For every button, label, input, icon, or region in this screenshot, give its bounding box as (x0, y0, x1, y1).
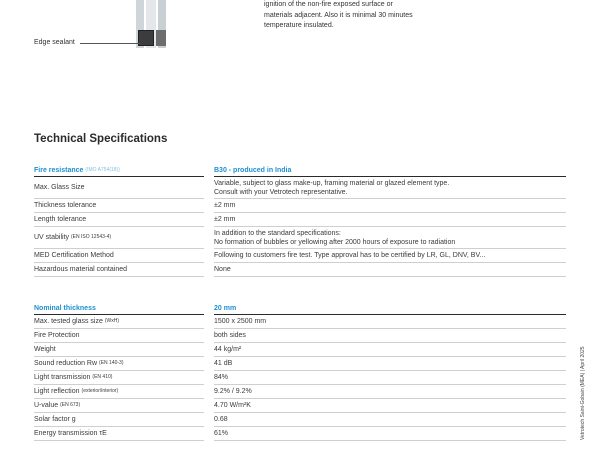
table-header-value (214, 165, 566, 177)
row-label-sub: (exterior/interior) (81, 388, 119, 394)
row-label-text: Length tolerance (34, 216, 87, 223)
table-header-row (34, 303, 566, 315)
table-header-label (34, 303, 204, 315)
row-label-sub: (EN 140-3) (99, 360, 124, 366)
row-value (214, 249, 566, 263)
row-value (214, 385, 566, 399)
row-value-line: None (214, 266, 231, 273)
row-value-line: 44 kg/m² (214, 346, 242, 353)
row-label-text: MED Certification Method (34, 252, 114, 259)
row-value (214, 357, 566, 371)
row-label-text: Sound reduction Rw (34, 360, 98, 367)
row-value (214, 263, 566, 277)
row-label-text: Light transmission (34, 374, 91, 381)
row-label-sub: (EN 410) (92, 374, 113, 380)
row-label (34, 329, 204, 343)
row-label (34, 427, 204, 441)
table-row (34, 427, 566, 441)
row-value-line: In addition to the standard specifications: (214, 229, 341, 237)
row-value-line: Consult with your Vetrotech representative. (214, 188, 348, 196)
row-label-text: Max. tested glass size (34, 318, 103, 325)
row-value (214, 315, 566, 329)
row-label-sub: (WxH) (104, 318, 120, 324)
table-row (34, 227, 566, 249)
row-value-line: 1500 x 2500 mm (214, 318, 267, 325)
row-value (214, 371, 566, 385)
row-value-line: 9.2% / 9.2% (214, 388, 252, 395)
table-row (34, 357, 566, 371)
row-value-line: ±2 mm (214, 216, 236, 223)
section-title: Technical Specifications (34, 133, 168, 145)
row-label-text: Solar factor g (34, 416, 76, 423)
row-label-text: UV stability (34, 234, 70, 241)
table-row (34, 343, 566, 357)
table-row (34, 371, 566, 385)
row-value-line: No formation of bubbles or yellowing after 2000 hours of exposure to radiation (214, 238, 456, 246)
row-label (34, 263, 204, 277)
row-value-line: Variable, subject to glass make-up, framing material or glazed element type. (214, 179, 450, 187)
footer-side-note: Vetrotech Saint-Gobain (MEA) | April 2025 (580, 346, 586, 440)
row-label (34, 343, 204, 357)
row-label-text: Fire Protection (34, 332, 80, 339)
table-row (34, 329, 566, 343)
row-value (214, 199, 566, 213)
nominal-thickness-table (34, 303, 566, 441)
row-value (214, 343, 566, 357)
row-label-sub: (EN ISO 12543-4) (71, 234, 112, 240)
table-row (34, 213, 566, 227)
row-value (214, 329, 566, 343)
row-label (34, 199, 204, 213)
row-label (34, 399, 204, 413)
header-label-text: Fire resistance (34, 167, 84, 174)
header-label-text: Nominal thickness (34, 305, 96, 312)
edge-sealant-marker (138, 30, 154, 46)
table-header-row (34, 165, 566, 177)
row-label (34, 249, 204, 263)
row-value-line: 4.70 W/m²K (214, 402, 251, 409)
row-value (214, 177, 566, 199)
table-row (34, 413, 566, 427)
fire-resistance-table (34, 165, 566, 277)
row-value-line: 84% (214, 374, 229, 381)
row-value-line: ±2 mm (214, 202, 236, 209)
row-label-sub: (EN 673) (60, 402, 81, 408)
header-value-text: 20 mm (214, 305, 237, 312)
row-label-text: Light reflection (34, 388, 80, 395)
row-label (34, 213, 204, 227)
row-value (214, 427, 566, 441)
row-label (34, 385, 204, 399)
glass-cross-section-illustration (136, 0, 168, 48)
table-row (34, 385, 566, 399)
table-row (34, 315, 566, 329)
row-label-text: U-value (34, 402, 59, 409)
row-value (214, 227, 566, 249)
table-header-label (34, 165, 204, 177)
row-value (214, 213, 566, 227)
row-label (34, 315, 204, 329)
row-label (34, 177, 204, 199)
table-row (34, 177, 566, 199)
header-value-text: B30 - produced in India (214, 167, 292, 174)
table-row (34, 249, 566, 263)
row-label-text: Thickness tolerance (34, 202, 97, 209)
table-header-value (214, 303, 566, 315)
row-value-line: 41 dB (214, 360, 233, 367)
row-label-text: Weight (34, 346, 56, 353)
row-value (214, 413, 566, 427)
row-label (34, 413, 204, 427)
table-row (34, 263, 566, 277)
edge-sealant-leader-line (80, 43, 140, 44)
intro-text (264, 0, 444, 32)
row-value-line: Following to customers fire test. Type approval has to be certified by LR, GL, DNV, BV... (214, 252, 486, 259)
row-value-line: 0.68 (214, 416, 228, 423)
row-value-line: both sides (214, 332, 246, 339)
edge-sealant-label: Edge sealant (34, 39, 75, 46)
intro-line: ignition of the non-fire exposed surface or (264, 1, 393, 8)
row-label-text: Max. Glass Size (34, 184, 85, 191)
row-label-text: Hazardous material contained (34, 266, 127, 273)
row-label (34, 371, 204, 385)
header-label-sub: (IMO A754(18)) (85, 167, 120, 173)
table-row (34, 399, 566, 413)
intro-line: temperature insulated. (264, 22, 334, 29)
row-value (214, 399, 566, 413)
row-label-text: Energy transmission τE (34, 430, 107, 437)
row-value-line: 61% (214, 430, 229, 437)
table-row (34, 199, 566, 213)
intro-line: materials adjacent. Also it is minimal 30 minutes (264, 11, 413, 19)
row-label (34, 227, 204, 249)
row-label (34, 357, 204, 371)
